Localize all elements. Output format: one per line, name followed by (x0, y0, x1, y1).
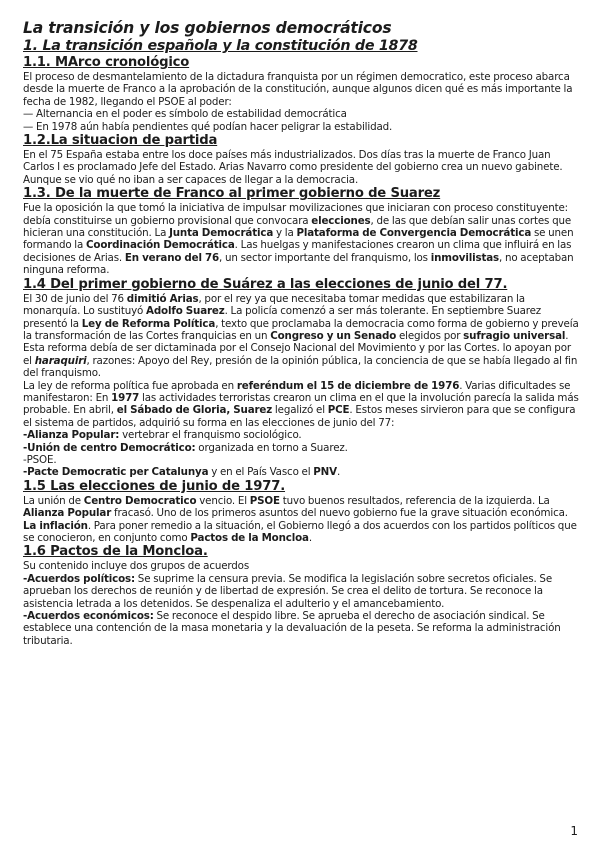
party-list-item: -Alianza Popular: vertebrar el franquismo sociológico. (23, 429, 302, 442)
party-list-item: -Pacte Democratic per Catalunya y en el País Vasco el PNV. (23, 466, 341, 479)
party-list-item: -PSOE. (23, 453, 57, 466)
section-1-3-paragraph: Fue la oposición la que tomó la iniciativa de impulsar movilizaciones que iniciaran con proceso constituyente: debía constituirse un gobierno provisional que convocara elecciones, de las que debían salir unas cortes que hicieran una constitución. La Junta Democrática y la Plataforma de Convergencia Democrática se unen formando la Coordinación Democrática. Las huelgas y manifestaciones crearon un clima que influirá en las decisiones de Arias. En verano del 76, un sector importante del franquismo, los inmovilistas, no aceptaban ninguna reforma. (23, 202, 574, 277)
party-list-item: -Unión de centro Democrático: organizada en torno a Suarez. (23, 441, 348, 454)
political-agreements-paragraph: -Acuerdos políticos: Se suprime la censura previa. Se modifica la legislación sobre secretos oficiales. Se aprueban los derechos de reunión y de libertad de expresión. Se crea el delito de tortura. Se reconoce la asistencia letrada a los detenidos. Se despenaliza el adulterio y el amancebamiento. (23, 572, 553, 610)
section-1-3-heading: 1.3. De la muerte de Franco al primer gobierno de Suarez (23, 186, 441, 202)
document-title: La transición y los gobiernos democráticos (23, 19, 392, 37)
section-1-4-paragraph-1: El 30 de junio del 76 dimitió Arias, por el rey ya que necesitaba tomar medidas que estabilizaran la monarquía. Lo sustituyó Adolfo Suarez. La policía comenzó a ser más tolerante. En septiembre Suarez presentó la Ley de Reforma Política, texto que proclamaba la democracia como forma de gobierno y preveía la transformación de las Cortes franquicias en un Congreso y un Senado elegidos por sufragio universal. Esta reforma debía de ser dictaminada por el Consejo Nacional del Movimiento y por las Cortes. lo apoyan por el haraquiri, razones: Apoyo del Rey, presión de la opinión pública, la conciencia de que se había llegado al fin del franquismo. (23, 292, 579, 380)
section-1-5-paragraph: La unión de Centro Democratico vencio. El PSOE tuvo buenos resultados, referencia de la izquierda. La Alianza Popular fracasó. Uno de los primeros asuntos del nuevo gobierno fue la grave situación económica. La inflación. Para poner remedio a la situación, el Gobierno llegó a dos acuerdos con los partidos políticos que se conocieron, en conjunto como Pactos de la Moncloa. (23, 494, 577, 544)
section-1-1-bullet-2: — En 1978 aún había pendientes qué podían hacer peligrar la estabilidad. (23, 120, 393, 133)
section-1-6-heading: 1.6 Pactos de la Moncloa. (23, 544, 208, 560)
section-1-1-heading: 1.1. MArco cronológico (23, 55, 190, 70)
page-number: 1 (570, 824, 578, 838)
section-1-4-heading: 1.4 Del primer gobierno de Suárez a las elecciones de junio del 77. (23, 276, 508, 292)
section-1-2-paragraph: En el 75 España estaba entre los doce países más industrializados. Dos días tras la muerte de Franco Juan Carlos I es proclamado Jefe del Estado. Arias Navarro como presidente del gobierno crea un nuevo gabinete. Aunque se vio qué no iban a ser capaces de llegar a la democracia. (23, 149, 563, 186)
section-1-5-heading: 1.5 Las elecciones de junio de 1977. (23, 478, 286, 494)
section-1-1-bullet-1: — Alternancia en el poder es símbolo de estabilidad democrática (23, 108, 347, 121)
section-1-4-paragraph-2: La ley de reforma política fue aprobada en referéndum el 15 de diciembre de 1976. Varias dificultades se manifestaron: En 1977 las actividades terroristas crearon un clima en el que la involución parecía la salida más probable. En abril, el Sábado de Gloria, Suarez legalizó el PCE. Estos meses sirvieron para que se configura el sistema de partidos, adquirió su forma en las elecciones de junio del 77: (23, 379, 579, 429)
economic-agreements-paragraph: -Acuerdos económicos: Se reconoce el despido libre. Se aprueba el derecho de asociación sindical. Se establece una contención de la masa monetaria y la devaluación de la peseta. Se reforma la administración tributaria. (23, 610, 561, 647)
section-1-6-intro: Su contenido incluye dos grupos de acuerdos (23, 560, 250, 573)
section-1-2-heading: 1.2.La situacion de partida (23, 133, 218, 149)
section-1-heading: 1. La transición española y la constitución de 1878 (23, 38, 418, 54)
section-1-1-paragraph: El proceso de desmantelamiento de la dictadura franquista por un régimen democratico, este proceso abarca desde la muerte de Franco a la aprobación de la constitución, aunque algunos dicen qué es más importante la fecha de 1982, llegando el PSOE al poder: (23, 71, 573, 108)
